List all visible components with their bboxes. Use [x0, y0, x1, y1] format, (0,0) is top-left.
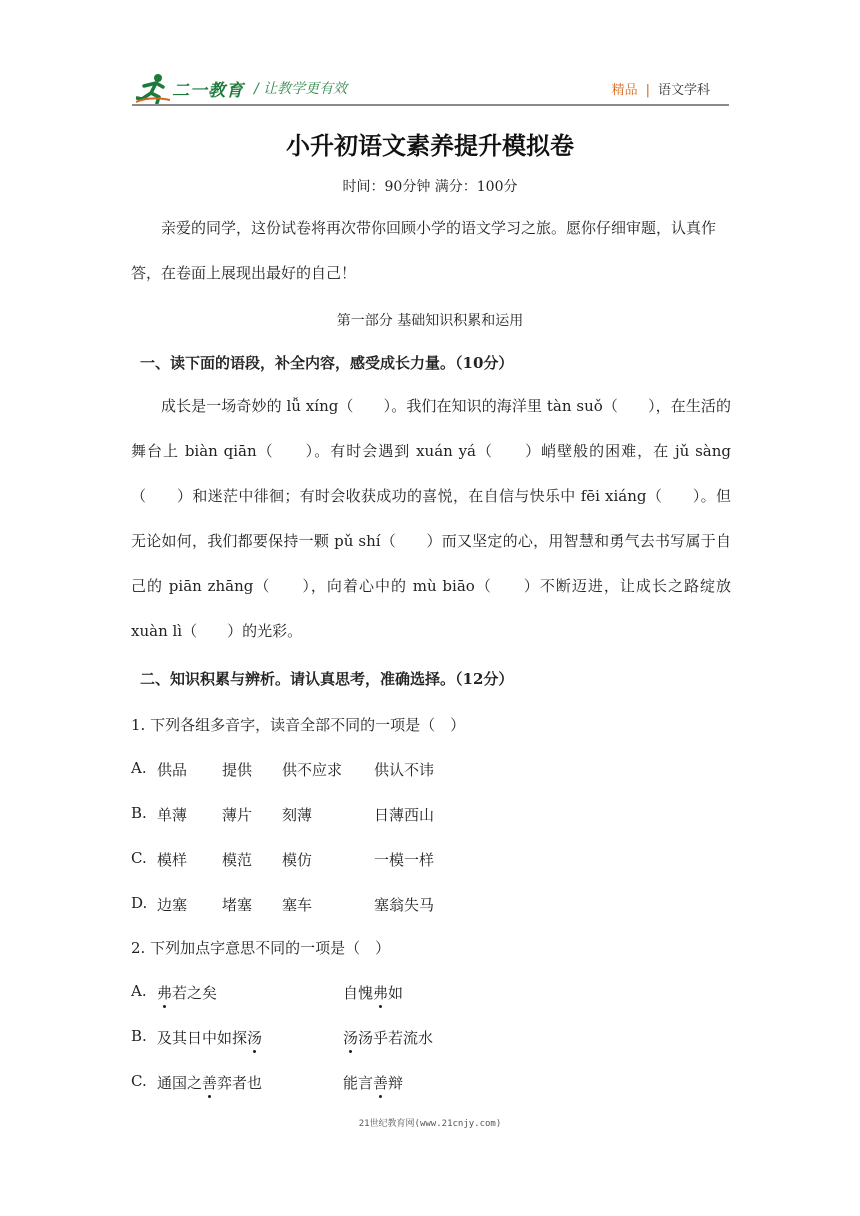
question-1-stem: 1. 下列各组多音字，读音全部不同的一项是（ ） [131, 716, 466, 734]
logo [136, 72, 252, 104]
option-letter: B. [131, 804, 147, 822]
page-footer: 21世纪教育网(www.21cnjy.com) [358, 1119, 502, 1129]
section-1-passage: 成长是一场奇妙的 lǚ xíng（ ）。我们在知识的海洋里 tàn suǒ（ ），在生活的舞台上 biàn qiān（ ）。有时会遇到 xuán yá（ ）峭壁般的困难，在 jǔ sàng（ ）和迷茫中徘徊；有时会收获成功的喜悦，在自信与快乐中 fēi xiáng（ ）。但无论如何，我们都要保持一颗 pǔ shí（ ）而又坚定的心，用智慧和勇气去书写属于自己的 piān zhāng（ ），向着心中的 mù biāo（ ）不断迈进，让成长之路绽放 xuàn lì（ ）的光彩。 [131, 397, 731, 640]
part-title: 第一部分 基础知识积累和运用 [336, 313, 524, 329]
option-item: 薄片 [222, 806, 253, 824]
option-item: 一模一样 [374, 851, 435, 869]
option-item: 塞翁失马 [374, 896, 435, 914]
tag-premium: 精品 [611, 83, 638, 98]
option-item: 堵塞 [222, 896, 253, 914]
option-item: 模仿 [282, 851, 313, 869]
dotted-char: 弗 [373, 984, 389, 1002]
option-letter: B. [131, 1027, 147, 1045]
option-item: 供品 [157, 761, 188, 779]
option-left-phrase: 及其日中如探汤 [157, 1029, 263, 1047]
option-item: 塞车 [282, 896, 313, 914]
option-letter: A. [131, 759, 147, 777]
header-divider [132, 104, 729, 106]
option-letter: C. [131, 849, 147, 867]
logo-text: 二一教育 [172, 81, 244, 101]
option-right-phrase: 自愧弗如 [343, 984, 404, 1002]
page-title: 小升初语文素养提升模拟卷 [286, 131, 574, 160]
option-item: 供认不讳 [374, 761, 435, 779]
dotted-char: 汤 [247, 1029, 263, 1047]
slogan: / 让教学更有效 [254, 81, 348, 97]
dotted-char: 善 [202, 1074, 218, 1092]
dotted-char: 汤 [343, 1029, 359, 1047]
option-letter: C. [131, 1072, 147, 1090]
option-left-phrase: 弗若之矣 [157, 984, 218, 1002]
tag-separator: | [645, 83, 650, 98]
exam-meta: 时间：90分钟 满分：100分 [342, 179, 518, 195]
intro-paragraph: 亲爱的同学，这份试卷将再次带你回顾小学的语文学习之旅。愿你仔细审题，认真作答，在卷面上展现出最好的自己！ [131, 219, 717, 282]
dotted-char: 弗 [157, 984, 173, 1002]
option-item: 模样 [157, 851, 188, 869]
option-item: 单薄 [157, 806, 188, 824]
option-item: 供不应求 [282, 761, 343, 779]
section-2-title: 二、知识积累与辨析。请认真思考，准确选择。（12分） [140, 670, 514, 688]
option-item: 日薄西山 [374, 806, 435, 824]
option-right-phrase: 能言善辩 [343, 1074, 404, 1092]
dotted-char: 善 [373, 1074, 389, 1092]
runner-logo-icon [136, 72, 170, 104]
question-2-stem: 2. 下列加点字意思不同的一项是（ ） [131, 939, 391, 957]
option-item: 边塞 [157, 896, 188, 914]
option-item: 刻薄 [282, 806, 313, 824]
subject-tag [612, 79, 710, 98]
section-1-title: 一、读下面的语段，补全内容，感受成长力量。（10分） [140, 354, 514, 372]
tag-subject: 语文学科 [657, 83, 710, 98]
option-item: 模范 [222, 851, 253, 869]
option-right-phrase: 汤汤乎若流水 [343, 1029, 434, 1047]
option-letter: A. [131, 982, 147, 1000]
option-letter: D. [131, 894, 148, 912]
option-left-phrase: 通国之善弈者也 [157, 1074, 263, 1092]
option-item: 提供 [222, 761, 253, 779]
